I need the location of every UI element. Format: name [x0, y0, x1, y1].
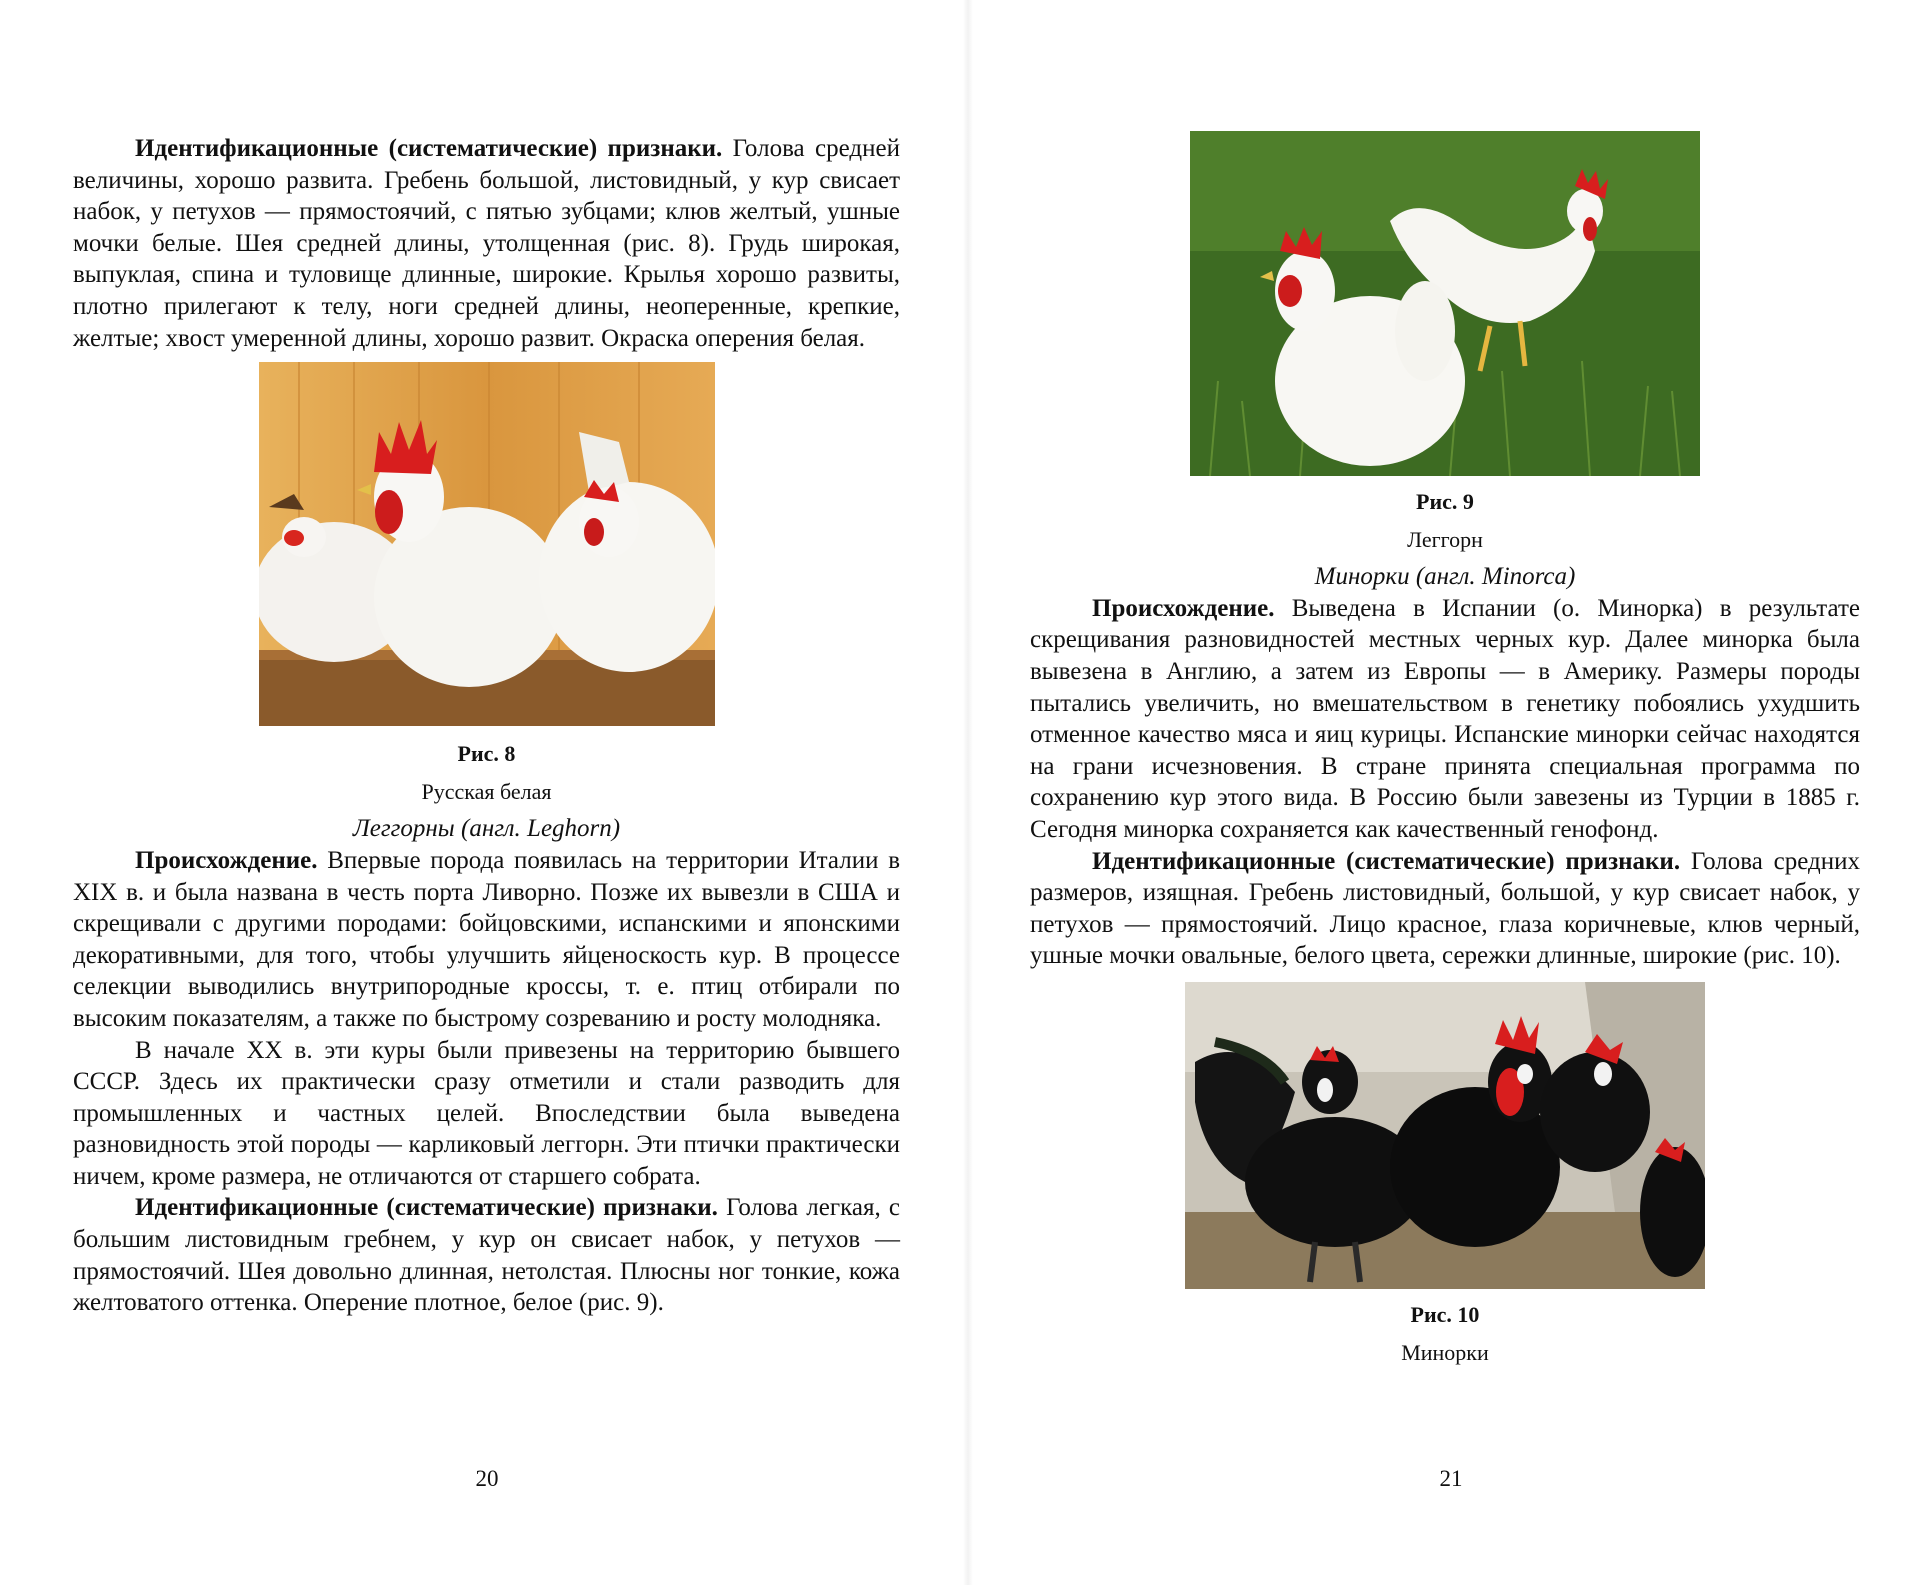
para-text: Впервые порода появилась на территории Италии в XIX в. и была названа в честь порта Ливорно. Позже их вывезли в США и скрещивали с другими породами: бойцовскими, испанскими и японскими декоративными, для того, чтобы улучшить яйценоскость кур. В процессе селекции выводились внутрипородные кроссы, т. е. птиц отбирали по высоким показателям, а также по быстрому созреванию и росту молодняка. — [73, 846, 900, 1032]
figure-9-caption: Леггорн — [1407, 526, 1483, 552]
figure-8-number: Рис. 8 — [457, 741, 516, 767]
para-lead: Происхождение. — [1092, 594, 1275, 622]
para-lead: Идентификационные (систематические) признаки. — [135, 135, 723, 162]
figure-8-caption: Русская белая — [421, 778, 552, 804]
figure-10 — [1030, 982, 1860, 1368]
black-minorca-chickens-photo — [1185, 982, 1705, 1289]
right-para-2 — [1030, 846, 1860, 972]
page-number-right: 21 — [1439, 1466, 1463, 1491]
para-text: Голова средней величины, хорошо развита. Гребень большой, листовидный, у кур свисает набок, у петухов — прямостоячий, с пятью зубцами; клюв желтый, ушные мочки белые. Шея средней длины, утолщенная (рис. 8). Грудь широкая, выпуклая, спина и туловище длинные, широкие. Крылья хорошо развиты, плотно прилегают к телу, ноги средней длины, неоперенные, крепкие, желтые; хвост умеренной длины, хорошо развит. Окраска оперения белая. — [73, 135, 900, 352]
para-lead: Идентификационные (систематические) признаки. — [135, 1194, 718, 1222]
figure-9-number: Рис. 9 — [1416, 489, 1474, 514]
figure-10-caption: Минорки — [1401, 1339, 1489, 1365]
left-para-2 — [73, 845, 900, 1035]
para-text: Голова средних размеров, изящная. Гребень листовидный, большой, у кур свисает набок, у петухов — прямостоячий. Лицо красное, глаза коричневые, клюв черный, ушные мочки овальные, белого цвета, сережки длинные, широкие (рис. 10). — [1030, 847, 1860, 970]
left-para-3: В начале XX в. эти куры были привезены на территорию бывшего СССР. Здесь их практически сразу отметили и стали разводить для промышленных и частных целей. Впоследствии была выведена разновидность этой породы — карликовый леггорн. Эти птички практически ничем, кроме размера, не отличаются от старшего собрата. — [73, 1036, 900, 1190]
page-number-left: 20 — [475, 1466, 499, 1491]
book-gutter — [963, 0, 973, 1585]
right-column — [1030, 131, 1860, 1368]
left-para-4 — [73, 1192, 900, 1318]
left-para-1 — [73, 133, 900, 354]
figure-10-number: Рис. 10 — [1410, 1301, 1480, 1327]
figure-9 — [1030, 131, 1860, 555]
para-text: Выведена в Испании (о. Минорка) в результате скрещивания разновидностей местных черных кур. Далее минорка была вывезена в Англию, а затем из Европы — в Америку. Размеры породы пытались увеличить, но вмешательством в генетику побоялись ухудшить отменное качество мяса и яиц курицы. Испанские минорки сейчас находятся на грани исчезновения. В стране принята специальная программа по сохранению кур этого вида. В Россию были завезены из Турции в 1885 г. Сегодня минорка сохраняется как качественный генофонд. — [1030, 594, 1860, 843]
para-lead: Идентификационные (систематические) признаки. — [1092, 847, 1681, 875]
para-text: Голова легкая, с большим листовидным гребнем, у кур он свисает набок, у петухов — прямостоячий. Шея довольно длинная, нетолстая. Плюсны ног тонкие, кожа желтоватого оттенка. Оперение плотное, белое (рис. 9). — [73, 1194, 900, 1317]
white-chickens-photo — [259, 362, 715, 726]
right-page — [973, 0, 1926, 1585]
figure-8 — [73, 362, 900, 807]
breed-title-leghorn: Леггорны (англ. Leghorn) — [352, 815, 621, 843]
breed-title-minorca: Минорки (англ. Minorca) — [1314, 563, 1576, 591]
para-lead: Происхождение. — [135, 846, 318, 874]
white-leghorn-on-grass-photo — [1190, 131, 1700, 476]
left-column — [73, 133, 900, 1319]
right-para-1 — [1030, 593, 1860, 846]
